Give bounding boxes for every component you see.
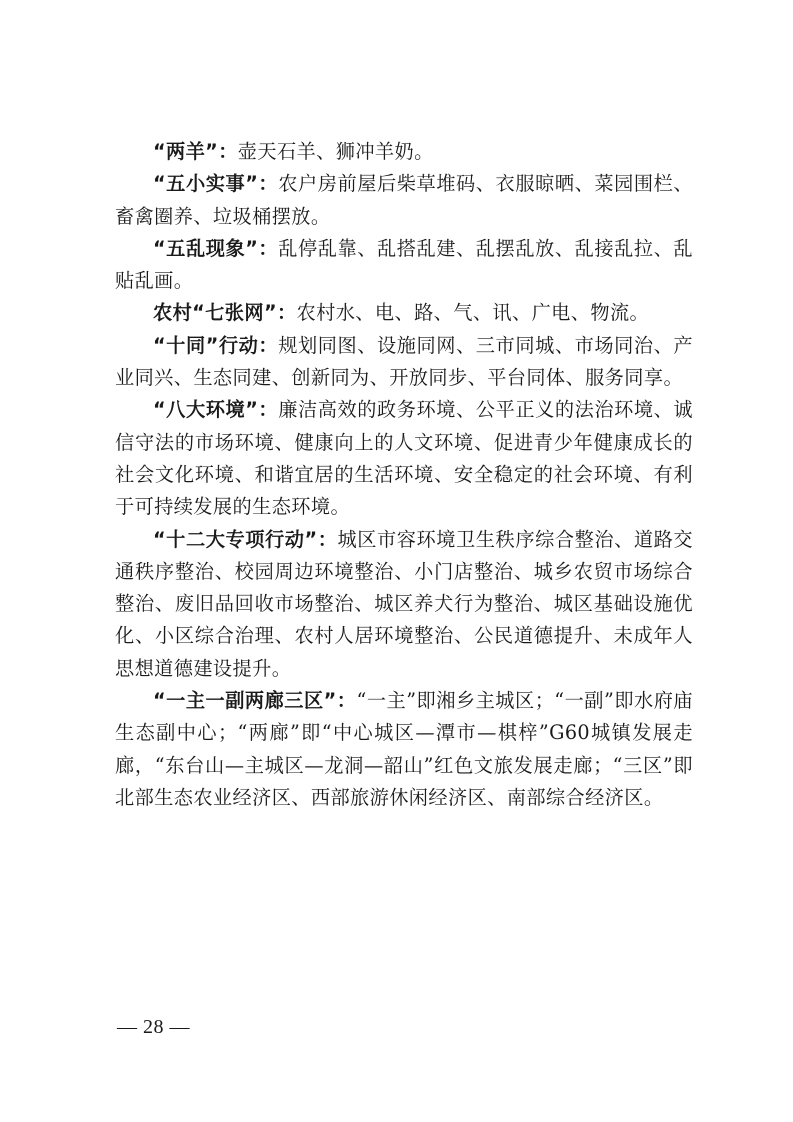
paragraph-bada-huanjing <box>115 394 693 523</box>
paragraph-term: “五小实事”： <box>153 172 279 196</box>
paragraph-wuluan-xianxiang <box>115 233 693 298</box>
paragraph-term: “五乱现象”： <box>153 236 279 260</box>
document-body <box>115 136 693 814</box>
paragraph-text: 农户房前屋后柴草堆码、衣服晾晒、菜园围栏、畜禽圈养、垃圾桶摆放。 <box>115 172 693 228</box>
paragraph-term: “十同”行动： <box>153 333 279 357</box>
paragraph-term: “八大环境”： <box>153 398 279 422</box>
paragraph-term: “一主一副两廊三区”： <box>153 689 357 713</box>
paragraph-wuxiao-shishi <box>115 168 693 233</box>
paragraph-liangyang <box>115 136 693 168</box>
paragraph-text: 壶天石羊、狮冲羊奶。 <box>237 140 434 163</box>
paragraph-term: “两羊”： <box>153 140 238 163</box>
paragraph-qizhang-wang <box>115 297 693 329</box>
paragraph-text: 城区市容环境卫生秩序综合整治、道路交通秩序整治、校园周边环境整治、小门店整治、城乡农贸市场综合整治、废旧品回收市场整治、城区养犬行为整治、城区基础设施优化、小区综合治理、农村人居环境整治、公民道德提升、未成年人思想道德建设提升。 <box>115 527 693 680</box>
paragraph-term: “十二大专项行动”： <box>153 527 338 551</box>
page-number: — 28 — <box>117 1016 190 1038</box>
paragraph-yizhu-yifu <box>115 685 693 814</box>
paragraph-text: “一主”即湘乡主城区；“一副”即水府庙生态副中心；“两廊”即“中心城区—潭市—棋梓”G60城镇发展走廊，“东台山—主城区—龙洞—韶山”红色文旅发展走廊；“三区”即北部生态农业经济区、西部旅游休闲经济区、南部综合经济区。 <box>115 689 693 809</box>
paragraph-text: 廉洁高效的政务环境、公平正义的法治环境、诚信守法的市场环境、健康向上的人文环境、促进青少年健康成长的社会文化环境、和谐宜居的生活环境、安全稳定的社会环境、有利于可持续发展的生态环境。 <box>115 398 693 519</box>
paragraph-text: 规划同图、设施同网、三市同城、市场同治、产业同兴、生态同建、创新同为、开放同步、平台同体、服务同享。 <box>115 333 693 390</box>
paragraph-shitong-xingdong <box>115 330 693 395</box>
paragraph-text: 农村水、电、路、气、讯、广电、物流。 <box>296 301 650 325</box>
paragraph-term: 农村“七张网”： <box>153 301 297 325</box>
paragraph-text: 乱停乱靠、乱搭乱建、乱摆乱放、乱接乱拉、乱贴乱画。 <box>115 236 693 293</box>
paragraph-shierda-zhuanxiang <box>115 524 693 685</box>
